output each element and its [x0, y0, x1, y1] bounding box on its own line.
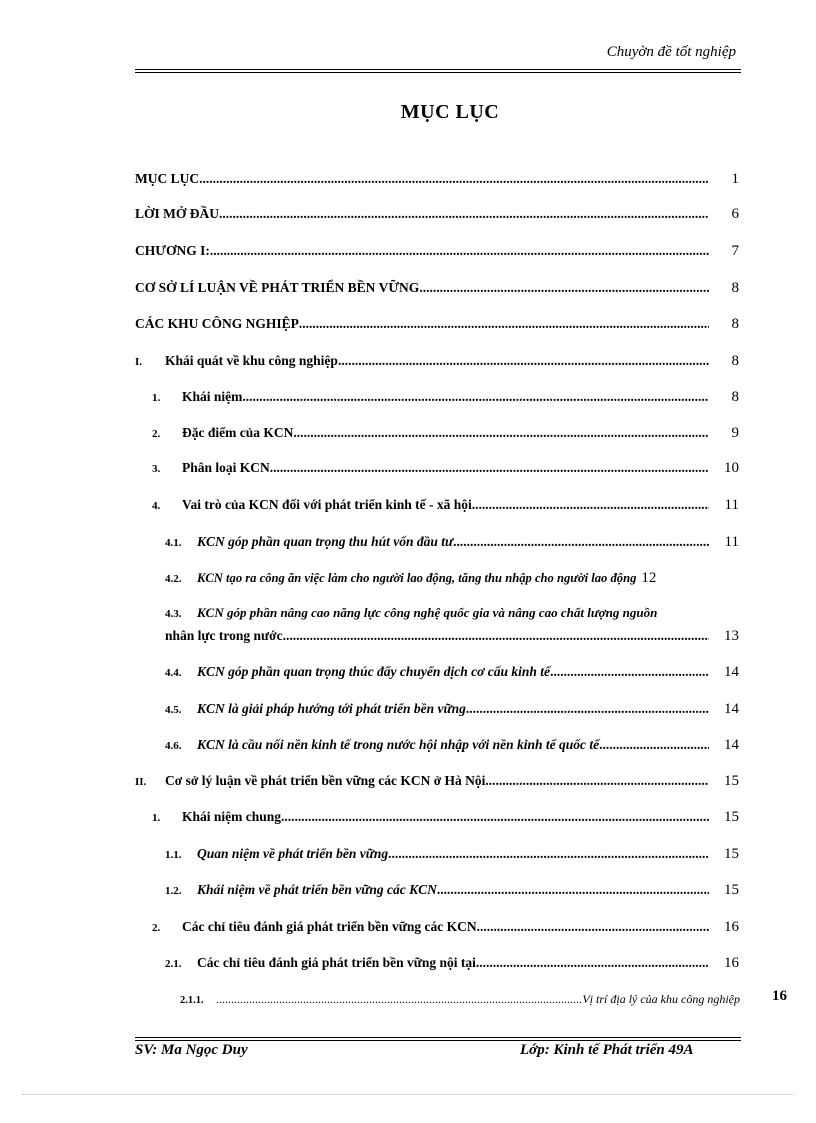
toc-entry-number: 4.3. — [165, 608, 182, 620]
toc-entry-text: KCN là cầu nối nền kinh tế trong nước hội nhập với nền kinh tế quốc tế — [197, 737, 600, 752]
toc-entry-page: 11 — [724, 497, 739, 513]
toc-entry-number: 2.1. — [165, 958, 182, 970]
header-title: Chuyờn đề tốt nghiệp — [606, 44, 736, 60]
toc-entry-text: Các chỉ tiêu đánh giá phát triển bền vững nội tại — [197, 955, 476, 970]
toc-entry-page: 14 — [724, 701, 739, 717]
toc-entry-text: KCN góp phần quan trọng thúc đẩy chuyển dịch cơ cấu kinh tế — [197, 664, 551, 679]
toc-entry-text: CÁC KHU CÔNG NGHIỆP — [135, 316, 299, 331]
toc-entry[interactable] — [165, 570, 739, 588]
toc-entry-text: KCN góp phần nâng cao năng lực công nghệ quốc gia và nâng cao chất lượng nguồn — [197, 605, 658, 620]
toc-entry-page: 10 — [724, 460, 739, 476]
toc-leader — [216, 991, 582, 1008]
toc-entry-page: 8 — [731, 389, 739, 405]
toc-entry-page: 14 — [724, 737, 739, 753]
toc-entry[interactable] — [165, 736, 739, 755]
toc-entry-number: 3. — [152, 463, 161, 475]
toc-entry-text: KCN là giải pháp hướng tới phát triển bền vững — [197, 701, 466, 716]
toc-entry-text: Cơ sở lý luận về phát triển bền vững các KCN ở Hà Nội — [165, 773, 486, 788]
toc-entry-number: 4.6. — [165, 740, 182, 752]
toc-entry-text: Khái niệm — [182, 389, 243, 404]
toc-entry[interactable] — [135, 772, 739, 791]
toc-leader — [210, 242, 709, 259]
toc-entry-text: Vai trò của KCN đối với phát triển kinh tế - xã hội — [182, 497, 472, 512]
toc-entry[interactable] — [152, 918, 739, 937]
toc-entry-page: 7 — [731, 243, 739, 259]
toc-entry[interactable] — [152, 424, 739, 443]
toc-entry-continuation[interactable] — [165, 627, 739, 645]
toc-entry-number: 2. — [152, 428, 161, 440]
toc-entry-number: 4.1. — [165, 537, 182, 549]
toc-entry[interactable] — [135, 279, 739, 297]
toc-entry-page: 8 — [731, 280, 739, 296]
toc-entry-page: 15 — [724, 809, 739, 825]
toc-entry[interactable] — [165, 700, 739, 719]
toc-entry-text: KCN tạo ra công ăn việc làm cho người lao động, tăng thu nhập cho người lao động — [197, 571, 637, 585]
toc-leader — [477, 918, 709, 935]
toc-entry-number: 2. — [152, 922, 161, 934]
toc-entry-number: 1. — [152, 812, 161, 824]
toc-leader — [550, 663, 709, 680]
toc-entry-text: Khái niệm chung — [182, 809, 282, 824]
toc-leader — [199, 170, 709, 187]
toc-entry-text: Đặc điểm của KCN — [182, 425, 294, 440]
footer-rule — [135, 1037, 741, 1038]
toc-entry-page: 16 — [724, 919, 739, 935]
toc-leader — [476, 954, 709, 971]
toc-leader — [437, 881, 709, 898]
toc-entry-number: 2.1.1. — [180, 995, 204, 1006]
toc-entry[interactable] — [152, 496, 739, 515]
toc-entry-page: 8 — [731, 353, 739, 369]
toc-entry-text: Phân loại KCN — [182, 460, 270, 475]
toc-entry[interactable] — [180, 991, 740, 1009]
toc-leader — [388, 845, 709, 862]
toc-entry[interactable] — [152, 459, 739, 478]
toc-entry-page: 16 — [724, 955, 739, 971]
toc-entry[interactable] — [165, 663, 739, 682]
toc-entry[interactable] — [135, 170, 739, 188]
toc-entry-number: 4.4. — [165, 667, 182, 679]
toc-entry-page: 12 — [641, 570, 657, 586]
toc-entry-page: 15 — [724, 882, 739, 898]
toc-leader — [599, 736, 709, 753]
toc-entry[interactable] — [165, 845, 739, 864]
toc-entry-number: 1.1. — [165, 849, 182, 861]
toc-entry[interactable] — [135, 242, 739, 260]
toc-entry-text: LỜI MỞ ĐẦU — [135, 206, 219, 221]
toc-entry-text: MỤC LỤC — [135, 171, 200, 186]
footer-student: SV: Ma Ngọc Duy — [135, 1042, 248, 1058]
toc-entry-page: 9 — [731, 425, 739, 441]
toc-entry[interactable] — [135, 315, 739, 333]
toc-entry-page: 14 — [724, 664, 739, 680]
toc-leader — [466, 700, 709, 717]
toc-entry-page: 15 — [724, 846, 739, 862]
toc-entry-page: 6 — [731, 206, 739, 222]
toc-entry-number: 4. — [152, 500, 161, 512]
toc-leader — [293, 424, 709, 441]
toc-entry-text: Vị trí địa lý của khu công nghiệp — [582, 992, 740, 1006]
toc-entry-text: Khái niệm về phát triển bền vững các KCN — [197, 882, 437, 897]
toc-entry-number: 1.2. — [165, 885, 182, 897]
toc-leader — [419, 279, 709, 296]
footer-rule-thin — [135, 1040, 741, 1041]
toc-leader — [299, 315, 709, 332]
toc-entry-text: Khái quát về khu công nghiệp — [165, 353, 338, 368]
footer-class: Lớp: Kinh tế Phát triển 49A — [520, 1042, 694, 1058]
toc-entry-number: 1. — [152, 392, 161, 404]
toc-entry-page: 13 — [724, 628, 739, 644]
toc-entry[interactable] — [165, 954, 739, 973]
toc-entry[interactable] — [165, 533, 739, 552]
header-rule — [135, 69, 741, 70]
toc-entry-text: KCN góp phần quan trọng thu hút vốn đầu tư — [197, 534, 454, 549]
toc-entry-text: Quan niệm về phát triển bền vững — [197, 846, 389, 861]
toc-entry-text: Các chỉ tiêu đánh giá phát triển bền vững các KCN — [182, 919, 477, 934]
toc-entry[interactable] — [165, 881, 739, 900]
document-title: MỤC LỤC — [400, 101, 500, 123]
toc-leader — [270, 459, 709, 476]
toc-entry[interactable] — [152, 808, 739, 827]
toc-leader — [219, 205, 709, 222]
toc-entry-text: CƠ SỞ LÍ LUẬN VỀ PHÁT TRIỂN BỀN VỮNG — [135, 280, 420, 295]
toc-entry-page: 11 — [724, 534, 739, 550]
toc-entry-text: CHƯƠNG I: — [135, 243, 210, 258]
toc-entry[interactable] — [152, 388, 739, 407]
toc-entry-page: 15 — [724, 773, 739, 789]
toc-entry-number: II. — [135, 776, 147, 788]
toc-leader — [472, 496, 709, 513]
toc-entry-page: 8 — [731, 316, 739, 332]
toc-leader — [485, 772, 709, 789]
toc-entry-number: I. — [135, 356, 143, 368]
toc-entry-text: nhân lực trong nước — [165, 628, 283, 643]
header-rule-thin — [135, 72, 741, 73]
toc-entry-number: 4.5. — [165, 704, 182, 716]
toc-leader — [338, 352, 709, 369]
toc-leader — [283, 627, 709, 644]
page-bottom-divider — [22, 1094, 794, 1095]
toc-leader — [453, 533, 709, 550]
toc-leader — [281, 808, 709, 825]
toc-leader — [242, 388, 709, 405]
toc-entry[interactable] — [135, 205, 739, 223]
toc-entry[interactable] — [135, 352, 739, 371]
toc-entry-wrapped[interactable] — [165, 605, 657, 621]
toc-entry-number: 4.2. — [165, 573, 182, 585]
toc-entry-page: 1 — [731, 171, 739, 187]
toc-entry-page: 16 — [772, 988, 787, 1004]
